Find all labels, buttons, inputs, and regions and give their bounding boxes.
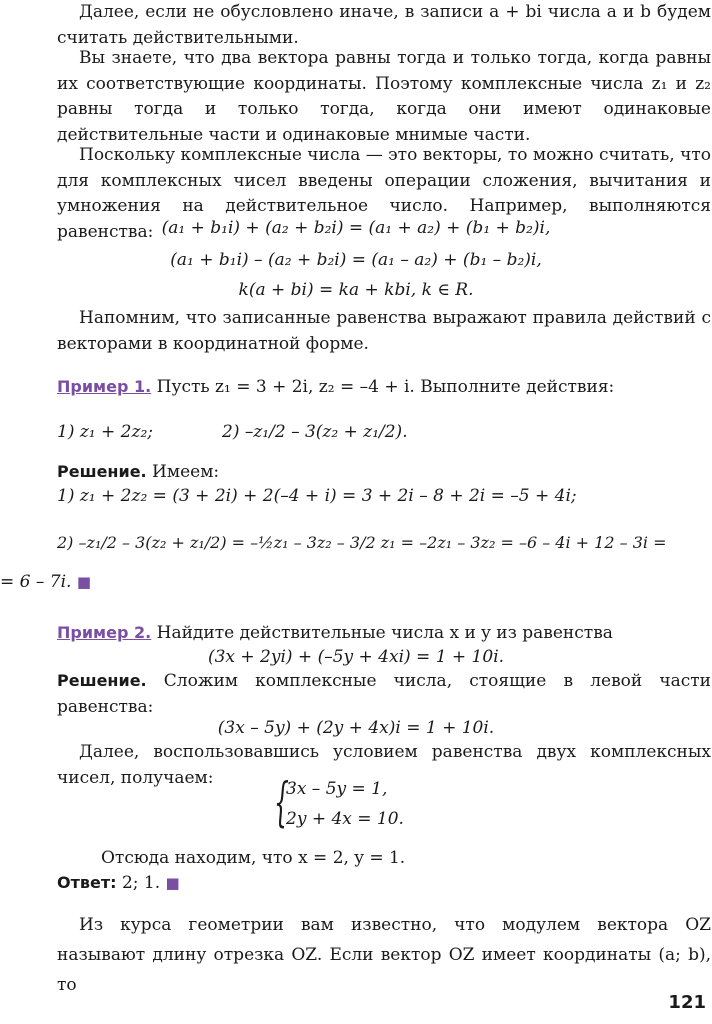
solution-label-2: Решение. (57, 671, 147, 690)
example-1-label: Пример 1. (57, 377, 152, 396)
answer-value: 2; 1. (121, 873, 161, 893)
example-1-statement: Пусть z₁ = 3 + 2i, z₂ = –4 + i. Выполните действия: (156, 377, 615, 397)
equation-difference: (a₁ + b₁i) – (a₂ + b₂i) = (a₁ – a₂) + (b₁ – b₂)i, (170, 250, 542, 270)
example-2-statement: Найдите действительные числа x и y из равенства (156, 623, 613, 643)
equation-sum: (a₁ + b₁i) + (a₂ + b₂i) = (a₁ + a₂) + (b₁ + b₂)i, (161, 218, 551, 238)
paragraph-derive: Далее, воспользовавшись условием равенства двух комплексных чисел, получаем: (57, 742, 711, 788)
paragraph-modulus: Из курса геометрии вам известно, что модулем вектора OZ называют длину отрезка OZ. Если вектор OZ имеет координаты (a; b), то (57, 915, 711, 995)
example-2-result: Отсюда находим, что x = 2, y = 1. (101, 848, 406, 868)
answer-label: Ответ: (57, 873, 117, 892)
example-2-solution-text: Сложим комплексные числа, стоящие в левой части равенства: (57, 671, 711, 717)
example-1-solution-header (57, 459, 219, 485)
example-1-solution-1: 1) z₁ + 2z₂ = (3 + 2i) + 2(–4 + i) = 3 + 2i – 8 + 2i = –5 + 4i; (57, 486, 577, 506)
end-square-icon: ■ (76, 573, 92, 591)
example-1-header (57, 374, 614, 400)
paragraph-intro: Далее, если не обусловлено иначе, в записи a + bi числа a и b будем считать действительными. (57, 2, 711, 48)
example-2-equation: (3x + 2yi) + (–5y + 4xi) = 1 + 10i. (207, 647, 505, 667)
example-1-solution-end (0, 570, 91, 595)
solution-result: = 6 – 7i. (0, 572, 72, 592)
system-line-2: 2y + 4x = 10. (286, 809, 404, 829)
equation-scalar: k(a + bi) = ka + kbi, k ∈ R. (238, 280, 474, 300)
example-2-equation-2: (3x – 5y) + (2y + 4x)i = 1 + 10i. (217, 718, 495, 738)
equation-system (274, 773, 404, 834)
solution-intro: Имеем: (152, 462, 220, 482)
paragraph-equality: Вы знаете, что два вектора равны тогда и только тогда, когда равны их соответствующие координаты. Поэтому комплексные числа z₁ и z₂ равны тогда и только тогда, когда они имеют одинаковые действительные части и одинаковые мнимые части. (57, 48, 711, 145)
page-number: 121 (668, 992, 706, 1013)
paragraph-reminder: Напомним, что записанные равенства выражают правила действий с векторами в координатной форме. (57, 308, 711, 354)
example-1-solution-2: 2) –z₁/2 – 3(z₂ + z₁/2) = –½z₁ – 3z₂ – 3/2 z₁ = –2z₁ – 3z₂ = –6 – 4i + 12 – 3i = (57, 533, 667, 552)
example-2-label: Пример 2. (57, 623, 152, 642)
system-brace: { (274, 773, 289, 833)
answer-line (57, 870, 180, 896)
solution-label: Решение. (57, 462, 147, 481)
example-1-task-1: 1) z₁ + 2z₂; (57, 422, 153, 442)
system-line-1: 3x – 5y = 1, (286, 779, 388, 799)
paragraph-operations: Поскольку комплексные числа — это векторы, то можно считать, что для комплексных чисел введены операции сложения, вычитания и умножения на действительное число. Например, выполняются равенства: (57, 145, 711, 242)
example-1-task-2: 2) –z₁/2 – 3(z₂ + z₁/2). (222, 422, 408, 442)
example-2-header (57, 620, 613, 646)
example-2-solution (57, 668, 711, 720)
answer-square-icon: ■ (165, 874, 180, 892)
